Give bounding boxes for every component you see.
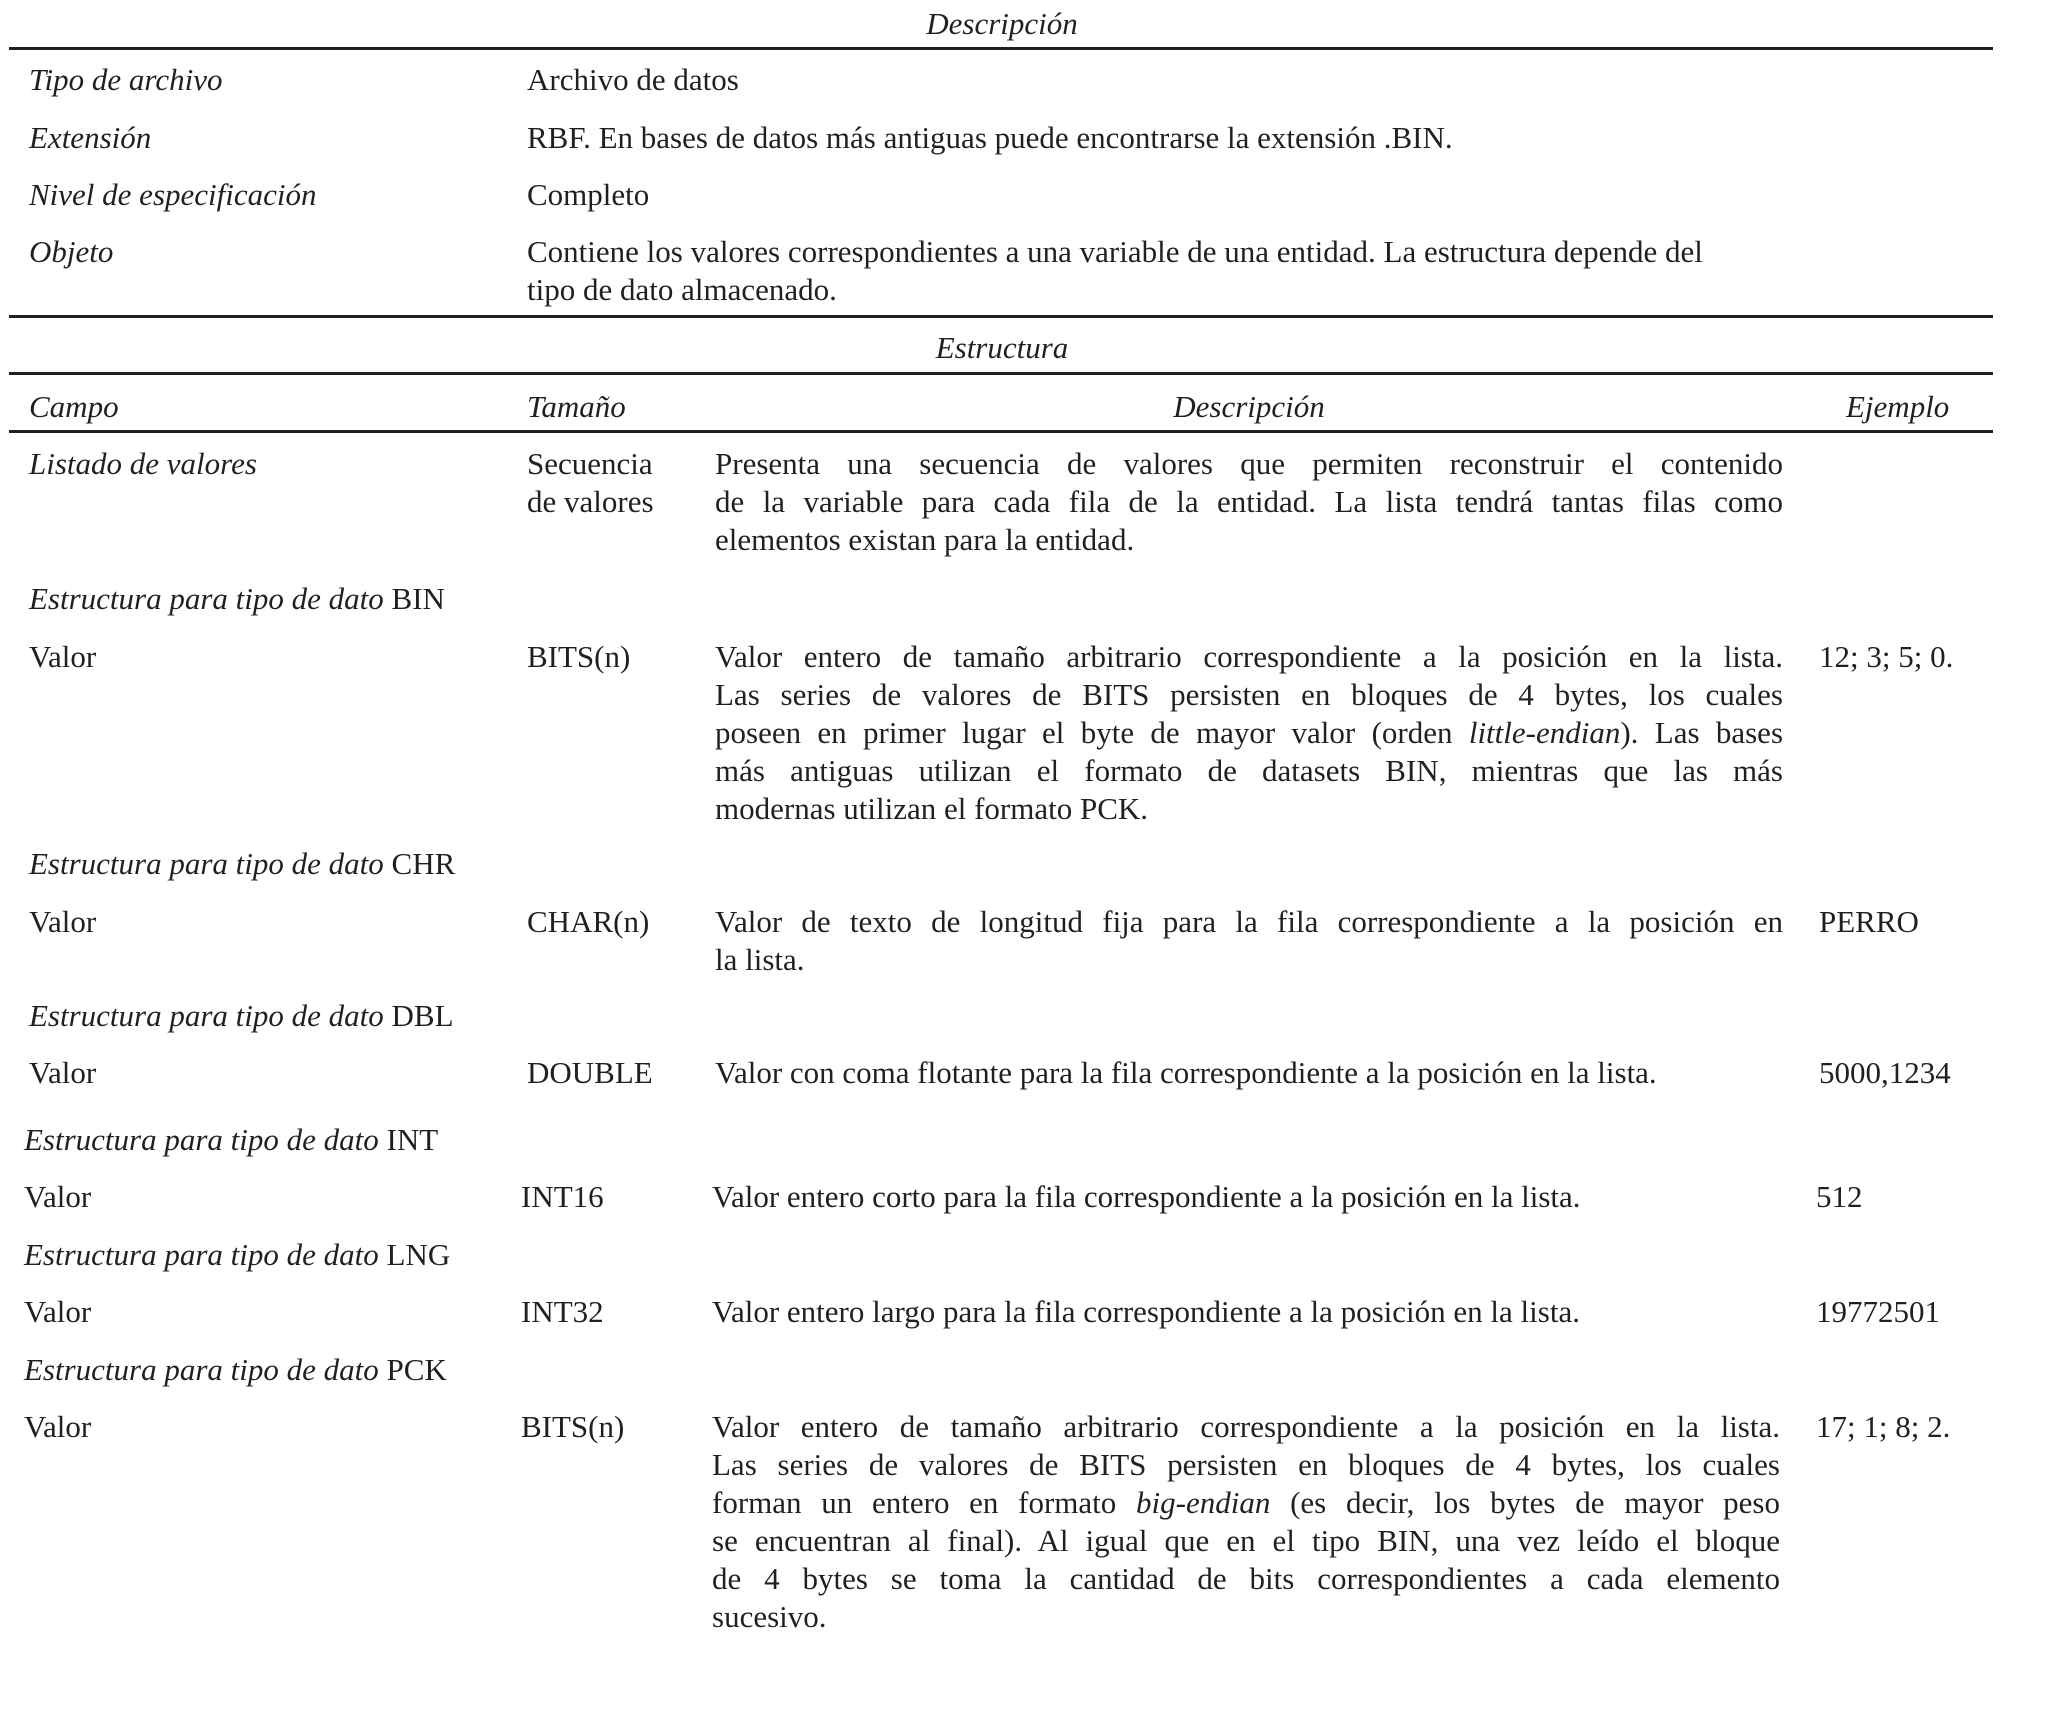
- section-header-bin: [29, 580, 445, 618]
- example-dbl: 5000,1234: [1819, 1055, 1951, 1090]
- section-header-type: LNG: [386, 1237, 451, 1272]
- size-int: INT16: [521, 1179, 604, 1214]
- row-value-spec-level: Completo: [527, 177, 650, 212]
- field-value-pck: Valor: [24, 1409, 92, 1444]
- size-chr: CHAR(n): [527, 904, 650, 939]
- row-value-object-line-1: Contiene los valores correspondientes a una variable de una entidad. La estructura depende del: [527, 234, 1703, 269]
- description-pck: [712, 1408, 1780, 1636]
- description-line: Valor de texto de longitud fija para la fila correspondiente a la posición en: [715, 904, 1783, 939]
- listing-size-line-2: de valores: [527, 484, 654, 519]
- row-label-extension: Extensión: [29, 120, 152, 155]
- size-dbl: DOUBLE: [527, 1055, 653, 1090]
- field-value-lng: Valor: [24, 1294, 92, 1329]
- description-line: Valor entero de tamaño arbitrario correspondiente a la posición en la lista.: [715, 639, 1783, 674]
- top-rule: [9, 47, 1993, 50]
- section-header-type: DBL: [391, 998, 454, 1033]
- description-line: más antiguas utilizan el formato de datasets BIN, mientras que las más: [715, 753, 1783, 788]
- listing-description: [715, 445, 1783, 559]
- section-header-chr: [29, 845, 455, 883]
- section-divider-rule: [9, 315, 1993, 318]
- section-header-type: INT: [386, 1122, 439, 1157]
- row-value-extension: RBF. En bases de datos más antiguas puede encontrarse la extensión .BIN.: [527, 120, 1453, 155]
- header-rule: [9, 430, 1993, 433]
- section-header-prefix: Estructura para tipo de dato: [29, 846, 392, 881]
- description-line: Las series de valores de BITS persisten en bloques de 4 bytes, los cuales: [712, 1447, 1780, 1482]
- row-value-file-type: Archivo de datos: [527, 62, 739, 97]
- description-bin: [715, 638, 1783, 828]
- row-label-file-type: Tipo de archivo: [29, 62, 223, 97]
- description-line: Las series de valores de BITS persisten en bloques de 4 bytes, los cuales: [715, 677, 1783, 712]
- field-value-bin: Valor: [29, 639, 97, 674]
- section-header-type: PCK: [386, 1352, 447, 1387]
- section-header-prefix: Estructura para tipo de dato: [24, 1237, 387, 1272]
- section-header-pck: [24, 1351, 447, 1389]
- section-header-prefix: Estructura para tipo de dato: [29, 581, 392, 616]
- section-header-prefix: Estructura para tipo de dato: [29, 998, 392, 1033]
- example-lng: 19772501: [1816, 1294, 1940, 1329]
- description-int: [712, 1178, 1812, 1216]
- section-header-type: CHR: [391, 846, 456, 881]
- size-pck: BITS(n): [521, 1409, 625, 1444]
- example-int: 512: [1816, 1179, 1863, 1214]
- example-bin: 12; 3; 5; 0.: [1819, 639, 1954, 674]
- structure-table-title: Estructura: [935, 330, 1069, 365]
- structure-title-rule: [9, 372, 1993, 375]
- listing-field: Listado de valores: [29, 446, 257, 481]
- section-header-lng: [24, 1236, 450, 1274]
- section-header-dbl: [29, 997, 454, 1035]
- size-bin: BITS(n): [527, 639, 631, 674]
- section-header-prefix: Estructura para tipo de dato: [24, 1352, 387, 1387]
- description-line: modernas utilizan el formato PCK.: [715, 791, 1149, 826]
- description-line: Valor con coma flotante para la fila correspondiente a la posición en la lista.: [715, 1055, 1657, 1090]
- description-line: forman un entero en formato big-endian (es decir, los bytes de mayor peso: [712, 1485, 1780, 1520]
- description-chr: [715, 903, 1783, 979]
- column-header-size: Tamaño: [527, 389, 626, 424]
- section-header-type: BIN: [391, 581, 445, 616]
- description-line: sucesivo.: [712, 1599, 827, 1634]
- example-chr: PERRO: [1819, 904, 1919, 939]
- example-pck: 17; 1; 8; 2.: [1816, 1409, 1951, 1444]
- listing-size-line-1: Secuencia: [527, 446, 653, 481]
- field-value-dbl: Valor: [29, 1055, 97, 1090]
- description-line: poseen en primer lugar el byte de mayor valor (orden little-endian). Las bases: [715, 715, 1784, 750]
- size-lng: INT32: [521, 1294, 604, 1329]
- description-line: Valor entero largo para la fila correspondiente a la posición en la lista.: [712, 1294, 1580, 1329]
- description-line: Presenta una secuencia de valores que permiten reconstruir el contenido: [715, 446, 1783, 481]
- description-line: de la variable para cada fila de la entidad. La lista tendrá tantas filas como: [715, 484, 1783, 519]
- row-label-spec-level: Nivel de especificación: [29, 177, 317, 212]
- column-header-field: Campo: [29, 389, 119, 424]
- column-header-description: Descripción: [1173, 389, 1325, 424]
- row-value-object-line-2: tipo de dato almacenado.: [527, 272, 837, 307]
- description-line: Valor entero de tamaño arbitrario correspondiente a la posición en la lista.: [712, 1409, 1780, 1444]
- description-line: Valor entero corto para la fila correspondiente a la posición en la lista.: [712, 1179, 1581, 1214]
- field-value-int: Valor: [24, 1179, 92, 1214]
- row-label-object: Objeto: [29, 234, 114, 269]
- description-dbl: [715, 1054, 1815, 1092]
- section-header-int: [24, 1121, 438, 1159]
- description-lng: [712, 1293, 1812, 1331]
- description-table-title: Descripción: [926, 6, 1078, 41]
- description-line: se encuentran al final). Al igual que en el tipo BIN, una vez leído el bloque: [712, 1523, 1780, 1558]
- section-header-prefix: Estructura para tipo de dato: [24, 1122, 387, 1157]
- column-header-example: Ejemplo: [1846, 389, 1950, 424]
- field-value-chr: Valor: [29, 904, 97, 939]
- description-line: de 4 bytes se toma la cantidad de bits correspondientes a cada elemento: [712, 1561, 1780, 1596]
- description-line: elementos existan para la entidad.: [715, 522, 1135, 557]
- description-line: la lista.: [715, 942, 805, 977]
